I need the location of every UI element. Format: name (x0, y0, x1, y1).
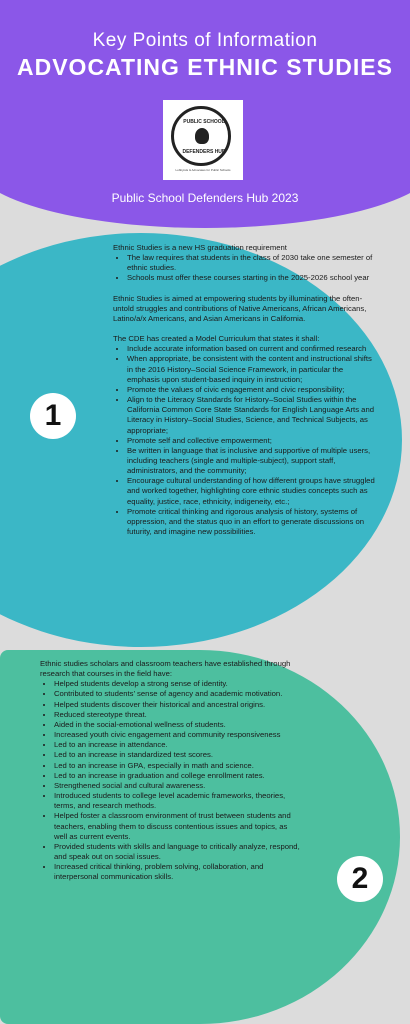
header-kicker: Key Points of Information (92, 30, 318, 51)
list-item: • Reduced stereotype threat. (54, 710, 302, 720)
section-2-text (40, 659, 302, 882)
list-item: • When appropriate, be consistent with the content and instructional shifts in the 2016 History–Social Science Framework, in particular the emphasis upon student-based inquiry in instruction; (127, 354, 375, 384)
list-item: • Introduced students to college level academic frameworks, theories, terms, and research methods. (54, 791, 302, 811)
section-2-list (40, 679, 302, 882)
list-item: • Align to the Literacy Standards for History–Social Studies within the California Common Core State Standards for English Language Arts and Literacy in History–Social Studies, Science, and Technical Subjects, as appropriate; (127, 395, 375, 436)
list-item: • Increased youth civic engagement and community responsiveness (54, 730, 302, 740)
organization-line: Public School Defenders Hub 2023 (111, 191, 299, 205)
list-item: • Schools must offer these courses starting in the 2025-2026 school year (127, 273, 375, 283)
section-1-intro-list (113, 253, 375, 283)
list-item: • Increased critical thinking, problem solving, collaboration, and interpersonal communication skills. (54, 862, 302, 882)
logo (163, 100, 243, 180)
list-item: • Helped students develop a strong sense of identity. (54, 679, 302, 689)
list-item: • Helped foster a classroom environment of trust between students and teachers, enabling them to discuss contentious issues and topics, as well as current events. (54, 811, 302, 841)
list-item: • Promote the values of civic engagement and civic responsibility; (127, 385, 375, 395)
list-item: • Include accurate information based on current and confirmed research (127, 344, 375, 354)
section-1-number: 1 (30, 393, 76, 439)
list-item: • Encourage cultural understanding of how different groups have struggled and worked together, highlighting core ethnic studies concepts such as equality, justice, race, ethnicity, indigeneity, etc.; (127, 476, 375, 506)
section-1-text (113, 243, 375, 537)
logo-text-top: PUBLIC SCHOOL (183, 119, 225, 125)
section-1-cde-intro: The CDE has created a Model Curriculum that states it shall: (113, 334, 320, 344)
list-item: • Led to an increase in GPA, especially in math and science. (54, 761, 302, 771)
list-item: • The law requires that students in the class of 2030 take one semester of ethnic studies. (127, 253, 375, 273)
list-item: • Aided in the social-emotional wellness of students. (54, 720, 302, 730)
section-2-intro: Ethnic studies scholars and classroom teachers have established through research that courses in the field have: (40, 659, 291, 679)
list-item: • Contributed to students’ sense of agency and academic motivation. (54, 689, 302, 699)
section-1-intro: Ethnic Studies is a new HS graduation requirement (113, 243, 287, 252)
list-item: • Helped students discover their historical and ancestral origins. (54, 700, 302, 710)
list-item: • Be written in language that is inclusive and supportive of multiple users, including teachers (single and multiple-subject), support staff, administrators, and the community; (127, 446, 375, 476)
list-item: • Promote self and collective empowerment; (127, 436, 375, 446)
header-banner (0, 0, 410, 228)
section-2-number: 2 (337, 856, 383, 902)
list-item: • Led to an increase in graduation and college enrollment rates. (54, 771, 302, 781)
page-title: ADVOCATING ETHNIC STUDIES (17, 54, 393, 80)
logo-seal (171, 106, 231, 166)
lightbulb-icon (195, 128, 209, 144)
logo-text-bottom: DEFENDERS HUB (182, 149, 226, 155)
list-item: • Promote critical thinking and rigorous analysis of history, systems of oppression, and the status quo in an effort to generate discussions on futurity, and imagine new possibilities. (127, 507, 375, 537)
list-item: • Led to an increase in attendance. (54, 740, 302, 750)
list-item: • Led to an increase in standardized test scores. (54, 750, 302, 760)
logo-tagline: Lobbyists & Advocates for Public Schools (175, 168, 231, 172)
section-1-cde-list (113, 344, 375, 537)
list-item: • Provided students with skills and language to critically analyze, respond, and speak out on social issues. (54, 842, 302, 862)
list-item: • Strengthened social and cultural awareness. (54, 781, 302, 791)
section-1-aim: Ethnic Studies is aimed at empowering students by illuminating the often-untold struggles and contributions of Native Americans, African Americans, Latino/a/x Americans, and Asian Americans in California. (113, 293, 367, 323)
